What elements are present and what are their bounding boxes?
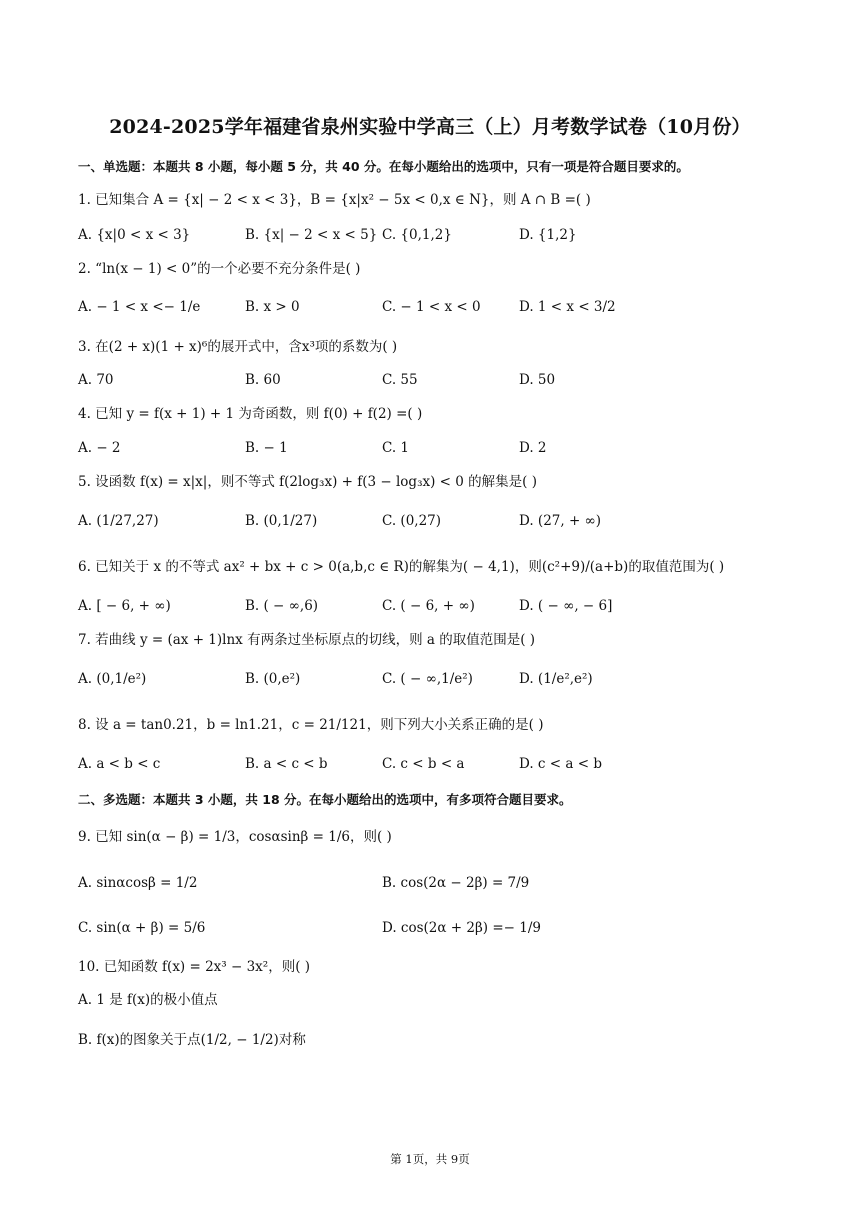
question-8-option-b: B. a < c < b — [245, 756, 328, 772]
question-6-option-b: B. ( − ∞,6) — [245, 598, 319, 614]
question-2-stem: 2. “ln(x − 1) < 0”的一个必要不充分条件是( ) — [78, 261, 361, 277]
question-8-option-c: C. c < b < a — [382, 756, 465, 772]
question-3-option-a: A. 70 — [78, 372, 114, 388]
question-3-option-b: B. 60 — [245, 372, 281, 388]
section-heading-single-choice: 一、单选题：本题共 8 小题，每小题 5 分，共 40 分。在每小题给出的选项中，只有一项是符合题目要求的。 — [78, 159, 689, 174]
question-5-option-c: C. (0,27) — [382, 513, 442, 529]
question-4-stem: 4. 已知 y = f(x + 1) + 1 为奇函数，则 f(0) + f(2) =( ) — [78, 406, 423, 422]
question-7-stem: 7. 若曲线 y = (ax + 1)lnx 有两条过坐标原点的切线，则 a 的取值范围是( ) — [78, 632, 536, 648]
page-footer: 第 1页，共 9页 — [390, 1152, 470, 1166]
question-7-option-d: D. (1/e²,e²) — [519, 671, 593, 687]
question-10-option-a: A. 1 是 f(x)的极小值点 — [78, 992, 218, 1008]
question-3-stem: 3. 在(2 + x)(1 + x)⁶的展开式中，含x³项的系数为( ) — [78, 339, 398, 355]
question-4-option-c: C. 1 — [382, 440, 410, 456]
page-title: 2024-2025学年福建省泉州实验中学高三（上）月考数学试卷（10月份） — [109, 116, 751, 138]
question-5-option-a: A. (1/27,27) — [78, 513, 159, 529]
question-4-option-a: A. − 2 — [78, 440, 121, 456]
question-9-option-d: D. cos(2α + 2β) =− 1/9 — [382, 920, 542, 936]
question-6-option-d: D. ( − ∞, − 6] — [519, 598, 613, 614]
question-3-option-d: D. 50 — [519, 372, 556, 388]
question-4-option-d: D. 2 — [519, 440, 547, 456]
question-5-option-b: B. (0,1/27) — [245, 513, 318, 529]
question-8-stem: 8. 设 a = tan0.21，b = ln1.21，c = 21/121，则下列大小关系正确的是( ) — [78, 717, 544, 733]
question-2-option-a: A. − 1 < x <− 1/e — [78, 299, 201, 315]
question-9-option-a: A. sinαcosβ = 1/2 — [78, 875, 198, 891]
question-2-option-b: B. x > 0 — [245, 299, 300, 315]
question-6-option-a: A. [ − 6, + ∞) — [78, 598, 171, 614]
question-7-option-b: B. (0,e²) — [245, 671, 301, 687]
section-heading-multi-choice: 二、多选题：本题共 3 小题，共 18 分。在每小题给出的选项中，有多项符合题目要求。 — [78, 792, 572, 807]
question-4-option-b: B. − 1 — [245, 440, 288, 456]
question-7-option-a: A. (0,1/e²) — [78, 671, 147, 687]
question-9-stem: 9. 已知 sin(α − β) = 1/3，cosαsinβ = 1/6，则( ) — [78, 829, 392, 845]
question-7-option-c: C. ( − ∞,1/e²) — [382, 671, 473, 687]
question-9-option-c: C. sin(α + β) = 5/6 — [78, 920, 206, 936]
question-5-stem: 5. 设函数 f(x) = x|x|，则不等式 f(2log₃x) + f(3 − log₃x) < 0 的解集是( ) — [78, 474, 537, 490]
question-1-option-b: B. {x| − 2 < x < 5} — [245, 227, 378, 243]
question-8-option-a: A. a < b < c — [78, 756, 161, 772]
question-3-option-c: C. 55 — [382, 372, 418, 388]
question-5-option-d: D. (27, + ∞) — [519, 513, 602, 529]
question-9-option-b: B. cos(2α − 2β) = 7/9 — [382, 875, 530, 891]
question-6-option-c: C. ( − 6, + ∞) — [382, 598, 475, 614]
question-2-option-c: C. − 1 < x < 0 — [382, 299, 481, 315]
question-10-option-b: B. f(x)的图象关于点(1/2, − 1/2)对称 — [78, 1032, 306, 1048]
question-6-stem: 6. 已知关于 x 的不等式 ax² + bx + c > 0(a,b,c ∈ R)的解集为( − 4,1)，则(c²+9)/(a+b)的取值范围为( ) — [78, 559, 725, 575]
question-1-option-c: C. {0,1,2} — [382, 227, 452, 243]
question-1-option-a: A. {x|0 < x < 3} — [78, 227, 191, 243]
question-10-stem: 10. 已知函数 f(x) = 2x³ − 3x²，则( ) — [78, 959, 311, 975]
question-2-option-d: D. 1 < x < 3/2 — [519, 299, 616, 315]
question-8-option-d: D. c < a < b — [519, 756, 602, 772]
question-1-stem: 1. 已知集合 A = {x| − 2 < x < 3}，B = {x|x² − 5x < 0,x ∈ N}，则 A ∩ B =( ) — [78, 192, 591, 208]
question-1-option-d: D. {1,2} — [519, 227, 577, 243]
